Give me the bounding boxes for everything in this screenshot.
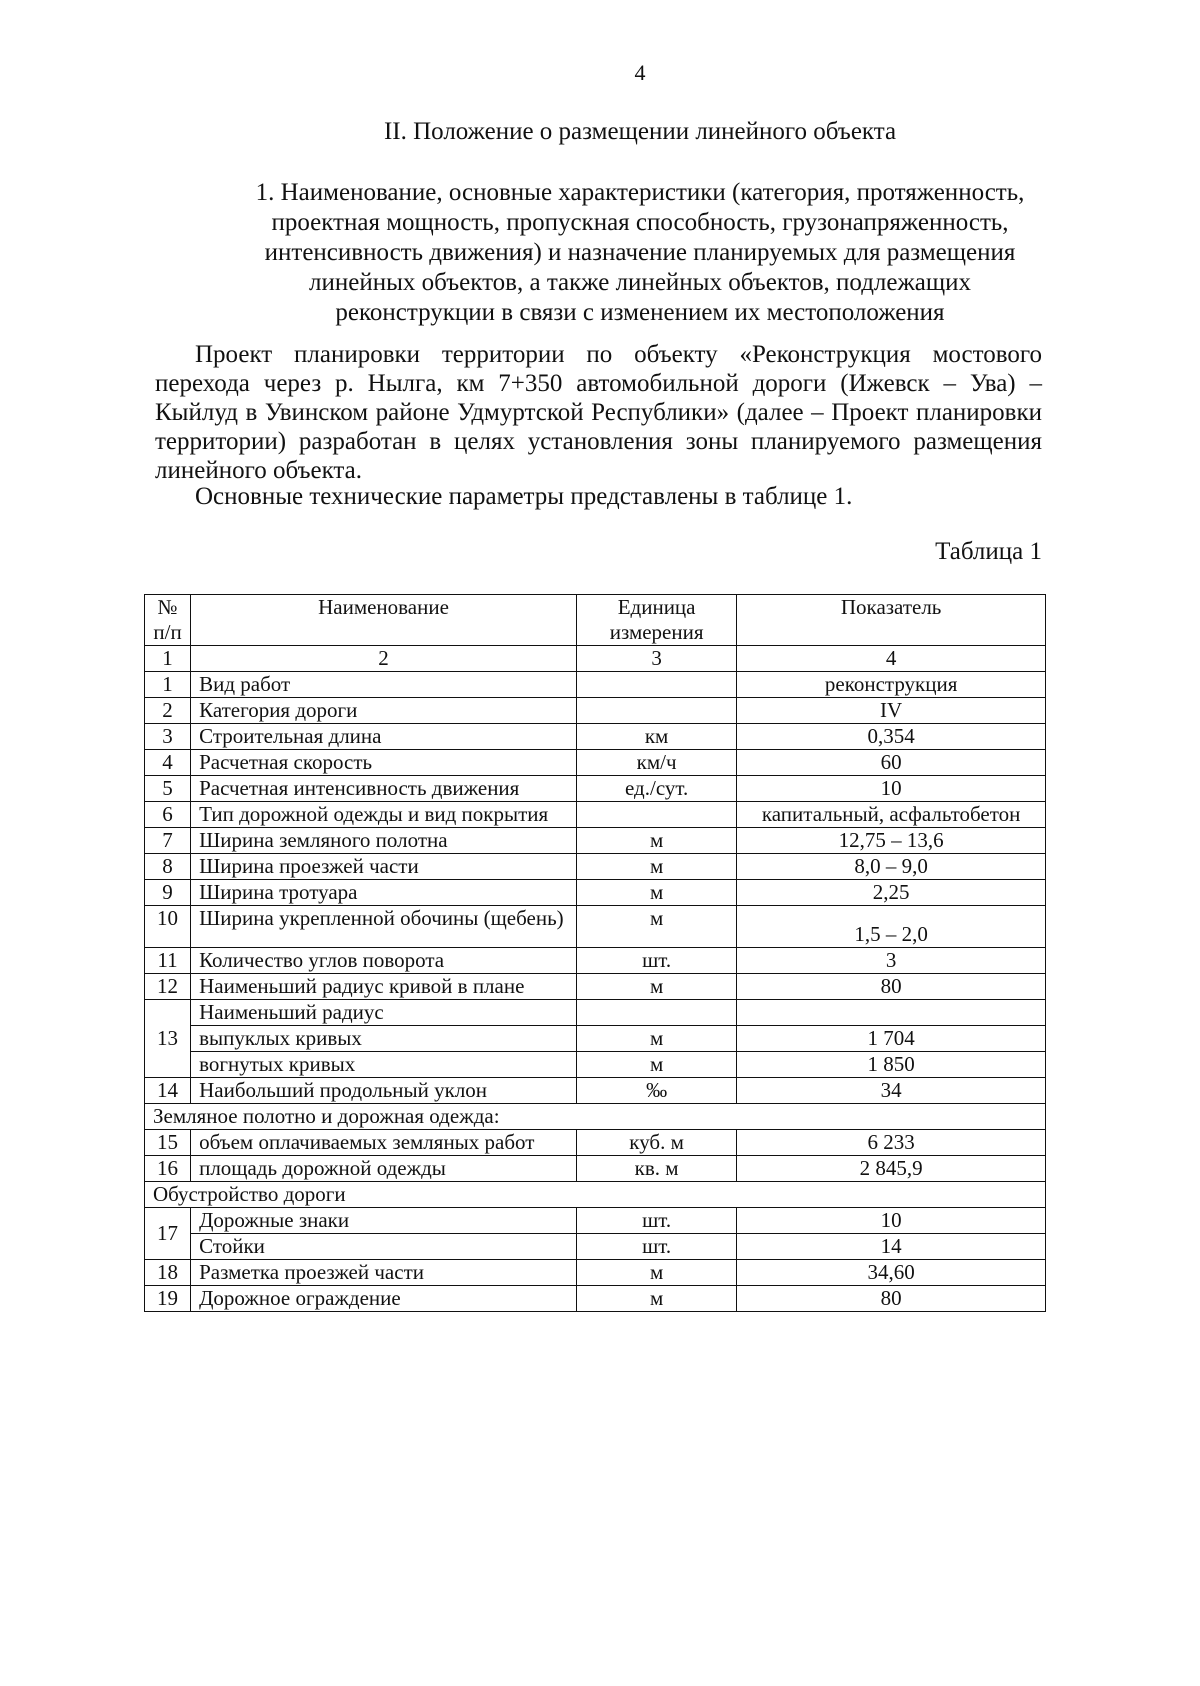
row-unit: кв. м	[576, 1156, 736, 1182]
row-unit: м	[576, 974, 736, 1000]
row-unit: м	[576, 1260, 736, 1286]
row-unit	[576, 802, 736, 828]
row-unit: м	[576, 1026, 736, 1052]
row-num: 19	[145, 1286, 191, 1312]
subheading	[190, 178, 1090, 328]
table-row	[145, 948, 1046, 974]
table-row	[145, 880, 1046, 906]
row-name: Вид работ	[191, 672, 577, 698]
table-row	[145, 1000, 1046, 1026]
row-unit: м	[576, 854, 736, 880]
row-num: 15	[145, 1130, 191, 1156]
subheading-line: интенсивность движения) и назначение планируемых для размещения	[264, 239, 1016, 266]
section-earth-label: Земляное полотно и дорожная одежда:	[145, 1104, 1046, 1130]
page-number: 4	[634, 60, 646, 85]
row-unit: шт.	[576, 1234, 736, 1260]
row-unit: куб. м	[576, 1130, 736, 1156]
column-numbers-row	[145, 646, 1046, 672]
header-name: Наименование	[191, 595, 577, 646]
row-unit: м	[576, 1052, 736, 1078]
row-name: Дорожное ограждение	[191, 1286, 577, 1312]
row-value: 80	[737, 1286, 1046, 1312]
row-name: Тип дорожной одежды и вид покрытия	[191, 802, 577, 828]
row-unit: м	[576, 1286, 736, 1312]
table-row	[145, 776, 1046, 802]
row-num: 14	[145, 1078, 191, 1104]
row-name: Расчетная интенсивность движения	[191, 776, 577, 802]
row-name: Категория дороги	[191, 698, 577, 724]
table-row	[145, 974, 1046, 1000]
subheading-line: линейных объектов, а также линейных объектов, подлежащих	[309, 269, 971, 296]
table-row	[145, 802, 1046, 828]
row-value: 12,75 – 13,6	[737, 828, 1046, 854]
row-num: 17	[145, 1208, 191, 1260]
header-value: Показатель	[737, 595, 1046, 646]
row-name: выпуклых кривых	[191, 1026, 577, 1052]
subheading-line: реконструкции в связи с изменением их местоположения	[335, 299, 945, 326]
row-value: 1,5 – 2,0	[737, 906, 1046, 948]
row-name: Наименьший радиус	[191, 1000, 577, 1026]
row-value: 8,0 – 9,0	[737, 854, 1046, 880]
row-num: 7	[145, 828, 191, 854]
row-name: Стойки	[191, 1234, 577, 1260]
row-value: 10	[737, 776, 1046, 802]
table-section-row	[145, 1182, 1046, 1208]
column-number: 2	[191, 646, 577, 672]
row-name: Наибольший продольный уклон	[191, 1078, 577, 1104]
table-caption: Таблица 1	[935, 538, 1042, 565]
table-row	[145, 906, 1046, 948]
subheading-line: 1. Наименование, основные характеристики (категория, протяженность,	[255, 179, 1025, 206]
row-name: Ширина земляного полотна	[191, 828, 577, 854]
header-unit: Единица измерения	[576, 595, 736, 646]
row-unit: шт.	[576, 1208, 736, 1234]
table-row	[145, 1260, 1046, 1286]
row-unit: шт.	[576, 948, 736, 974]
row-num: 3	[145, 724, 191, 750]
row-num: 11	[145, 948, 191, 974]
row-name: вогнутых кривых	[191, 1052, 577, 1078]
row-num: 4	[145, 750, 191, 776]
row-num: 2	[145, 698, 191, 724]
row-unit	[576, 698, 736, 724]
row-value: 3	[737, 948, 1046, 974]
table-row	[145, 1286, 1046, 1312]
row-name: Ширина проезжей части	[191, 854, 577, 880]
section-road-label: Обустройство дороги	[145, 1182, 1046, 1208]
row-value: 0,354	[737, 724, 1046, 750]
table-row	[145, 1130, 1046, 1156]
column-number: 4	[737, 646, 1046, 672]
row-value: IV	[737, 698, 1046, 724]
table-row	[145, 750, 1046, 776]
parameters-paragraph: Основные технические параметры представлены в таблице 1.	[195, 483, 853, 510]
row-num: 18	[145, 1260, 191, 1286]
row-name: Количество углов поворота	[191, 948, 577, 974]
table-row	[145, 1078, 1046, 1104]
row-name: Наименьший радиус кривой в плане	[191, 974, 577, 1000]
row-num: 8	[145, 854, 191, 880]
row-num: 13	[145, 1000, 191, 1078]
row-value: капитальный, асфальтобетон	[737, 802, 1046, 828]
table-row	[145, 1156, 1046, 1182]
row-num: 6	[145, 802, 191, 828]
header-num: № п/п	[145, 595, 191, 646]
row-unit: ‰	[576, 1078, 736, 1104]
row-name: Ширина укрепленной обочины (щебень)	[191, 906, 577, 948]
row-unit: км/ч	[576, 750, 736, 776]
row-num: 12	[145, 974, 191, 1000]
row-name: площадь дорожной одежды	[191, 1156, 577, 1182]
table-row	[145, 672, 1046, 698]
table-row	[145, 828, 1046, 854]
column-number: 3	[576, 646, 736, 672]
row-value: 34,60	[737, 1260, 1046, 1286]
row-num: 9	[145, 880, 191, 906]
row-unit: м	[576, 906, 736, 948]
row-value: 1 704	[737, 1026, 1046, 1052]
row-name: Ширина тротуара	[191, 880, 577, 906]
subheading-line: проектная мощность, пропускная способность, грузонапряженность,	[271, 209, 1009, 236]
row-num: 5	[145, 776, 191, 802]
row-unit	[576, 1000, 736, 1026]
table-header-row	[145, 595, 1046, 646]
row-name: Разметка проезжей части	[191, 1260, 577, 1286]
table-subrow	[145, 1026, 1046, 1052]
table-section-row	[145, 1104, 1046, 1130]
row-unit: км	[576, 724, 736, 750]
parameters-table	[144, 594, 1046, 1312]
row-name: Строительная длина	[191, 724, 577, 750]
table-subrow	[145, 1234, 1046, 1260]
row-value: 1 850	[737, 1052, 1046, 1078]
row-value: 6 233	[737, 1130, 1046, 1156]
row-name: Дорожные знаки	[191, 1208, 577, 1234]
row-value: 80	[737, 974, 1046, 1000]
row-value: 60	[737, 750, 1046, 776]
row-num: 16	[145, 1156, 191, 1182]
row-value: 10	[737, 1208, 1046, 1234]
row-value: 2,25	[737, 880, 1046, 906]
table-row	[145, 1208, 1046, 1234]
row-unit: м	[576, 880, 736, 906]
row-value: реконструкция	[737, 672, 1046, 698]
table-row	[145, 698, 1046, 724]
column-number: 1	[145, 646, 191, 672]
row-value	[737, 1000, 1046, 1026]
row-name: объем оплачиваемых земляных работ	[191, 1130, 577, 1156]
row-num: 10	[145, 906, 191, 948]
table-row	[145, 854, 1046, 880]
intro-paragraph: Проект планировки территории по объекту «Реконструкция мостового перехода через р. Нылга, км 7+350 автомобильной дороги (Ижевск – Ува) – Кыйлуд в Увинском районе Удмуртской Республики» (далее – Проект планировки территории) разработан в целях установления зоны планируемого размещения линейного объекта.	[155, 341, 1042, 484]
row-unit: ед./сут.	[576, 776, 736, 802]
row-name: Расчетная скорость	[191, 750, 577, 776]
row-value: 14	[737, 1234, 1046, 1260]
row-value: 34	[737, 1078, 1046, 1104]
row-value: 2 845,9	[737, 1156, 1046, 1182]
table-subrow	[145, 1052, 1046, 1078]
row-num: 1	[145, 672, 191, 698]
row-unit	[576, 672, 736, 698]
table-row	[145, 724, 1046, 750]
row-unit: м	[576, 828, 736, 854]
section-title: II. Положение о размещении линейного объекта	[383, 118, 897, 145]
